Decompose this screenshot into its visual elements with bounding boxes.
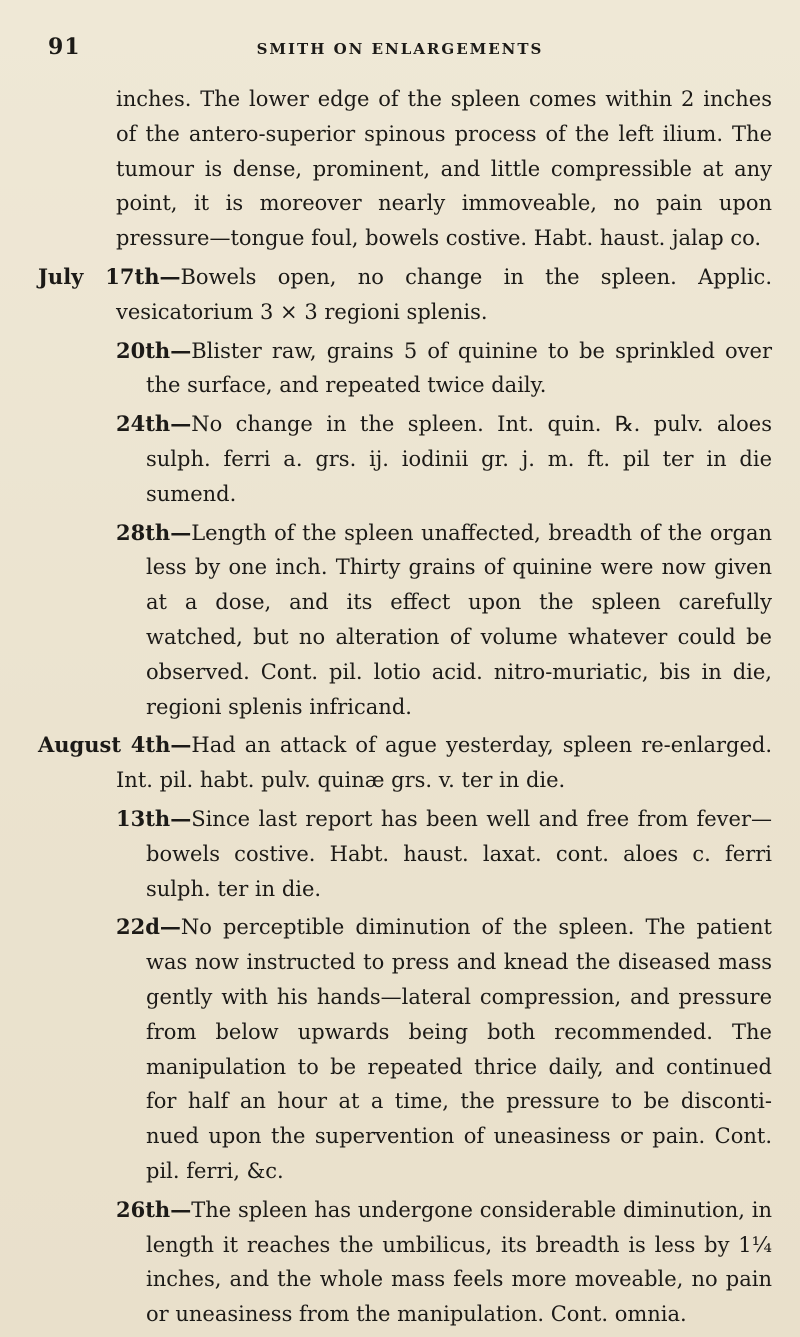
diary-entry-july-17 xyxy=(38,260,772,330)
page-header xyxy=(48,34,752,70)
diary-entry-28th xyxy=(116,516,772,725)
entry-date: 28th— xyxy=(116,519,192,545)
paragraph-text: inches. The lower edge of the spleen comes within 2 inches of the antero-superior spinous process of the left ilium. The tumour is dense, prominent, and little compressible at any point, it is moreover nearly immoveable, no pain upon pressure—tongue foul, bowels costive. Habt. haust. jalap co. xyxy=(116,87,772,251)
entry-date: August 4th— xyxy=(38,732,192,758)
diary-entry-24th xyxy=(116,407,772,511)
entry-text: Bowels open, no change in the spleen. Applic. vesicatorium 3 × 3 regioni splenis. xyxy=(116,264,772,324)
entry-date: 26th— xyxy=(116,1196,192,1222)
diary-entry-20th xyxy=(116,334,772,404)
paragraph-continuation xyxy=(116,82,772,256)
entry-date: July 17th— xyxy=(38,263,181,289)
diary-entry-13th xyxy=(116,802,772,906)
entry-text: Since last report has been well and free from fever—bowels costive. Habt. haust. laxat. cont. aloes c. ferri sulph. ter in die. xyxy=(146,806,772,901)
entry-date: 22d— xyxy=(116,914,181,940)
entry-text: Length of the spleen unaffected, breadth of the organ less by one inch. Thirty grains of quinine were now given at a dose, and its effect upon the spleen carefully watched, but no alteration of volume whatever could be observed. Cont. pil. lotio acid. nitro-muriatic, bis in die, regioni splenis infricand. xyxy=(146,520,772,719)
diary-entry-22d xyxy=(116,910,772,1188)
entry-date: 20th— xyxy=(116,337,192,363)
page-number: 91 xyxy=(48,34,81,60)
diary-entry-26th xyxy=(116,1193,772,1332)
diary-entry-august-4 xyxy=(38,728,772,798)
entry-date: 13th— xyxy=(116,805,192,831)
entry-text: No change in the spleen. Int. quin. ℞. pulv. aloes sulph. ferri a. grs. ij. iodinii gr. j. m. ft. pil ter in die sumend. xyxy=(146,412,772,506)
entry-date: 24th— xyxy=(116,411,192,437)
body-text xyxy=(38,82,772,1336)
entry-text: Blister raw, grains 5 of quinine to be sprinkled over the surface, and repeated twice daily. xyxy=(146,338,772,398)
entry-text: Had an attack of ague yesterday, spleen re-enlarged. Int. pil. habt. pulv. quinæ grs. v. ter in die. xyxy=(116,733,772,793)
running-head: SMITH ON ENLARGEMENTS xyxy=(256,40,544,58)
entry-text: No perceptible diminution of the spleen. The patient was now instructed to press and knead the diseased mass gently with his hands—lateral compression, and pressure from below upwards being both recommended. The manipulation to be repeated thrice daily, and continued for half an hour at a time, the pressure to be disconti-nued upon the supervention of uneasiness or pain. Cont. pil. ferri, &c. xyxy=(146,915,772,1183)
entry-text: The spleen has undergone considerable diminution, in length it reaches the umbilicus, its breadth is less by 1¼ inches, and the whole mass feels more moveable, no pain or uneasiness from the manipulation. Cont. omnia. xyxy=(146,1197,772,1327)
